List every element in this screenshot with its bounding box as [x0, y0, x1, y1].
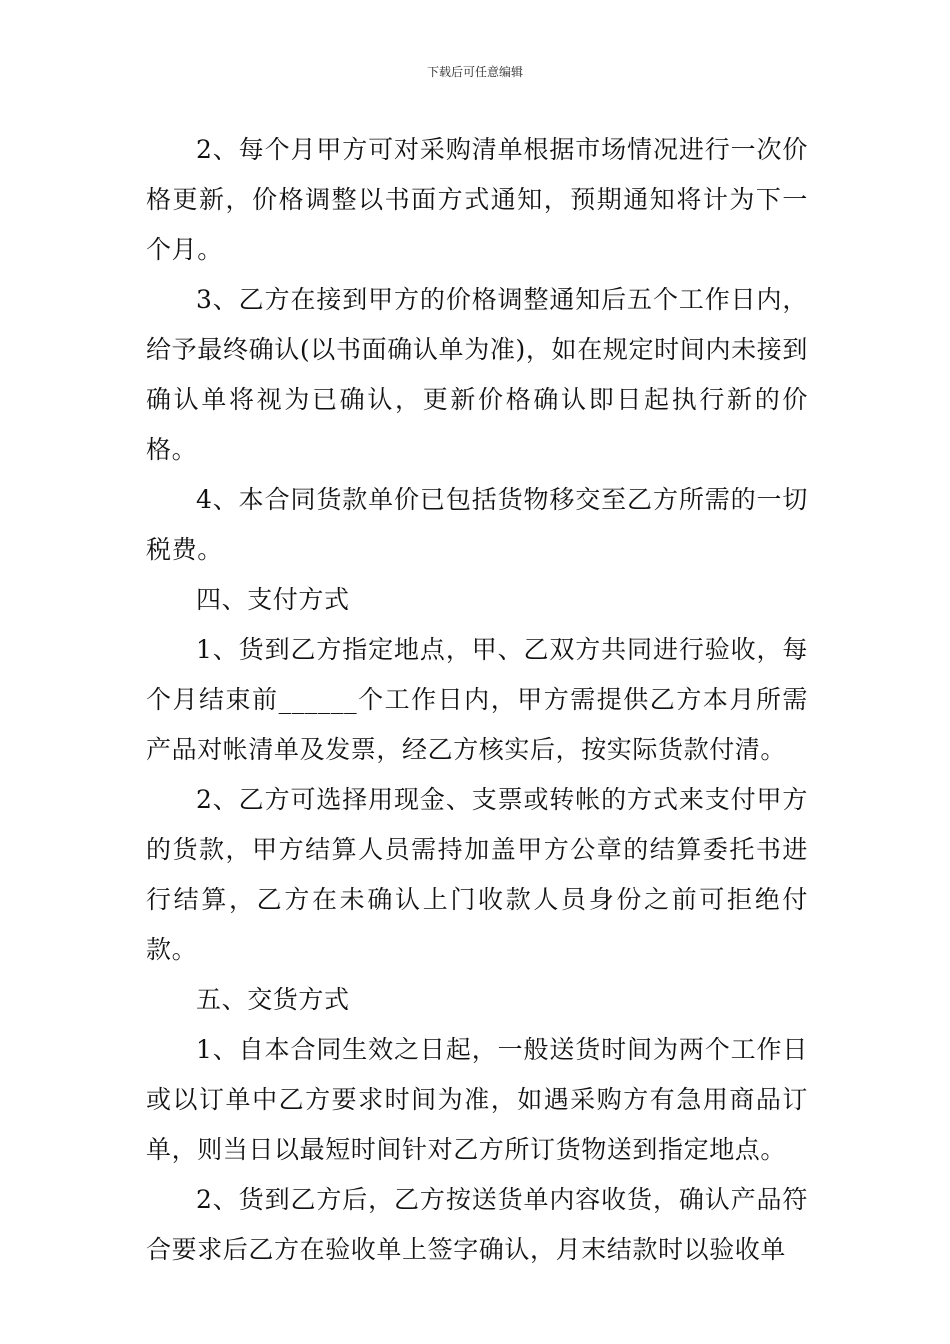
paragraph-payment-methods: 2、乙方可选择用现金、支票或转帐的方式来支付甲方的货款，甲方结算人员需持加盖甲方公章的结算委托书进行结算，乙方在未确认上门收款人员身份之前可拒绝付款。: [146, 785, 808, 964]
paragraph-payment-acceptance: 1、货到乙方指定地点，甲、乙双方共同进行验收，每个月结束前______个工作日内，甲方需提供乙方本月所需产品对帐清单及发票，经乙方核实后，按实际货款付清。: [146, 635, 808, 764]
paragraph-tax-included: 4、本合同货款单价已包括货物移交至乙方所需的一切税费。: [146, 485, 808, 564]
section-heading-payment: 四、支付方式: [196, 585, 350, 614]
paragraph-delivery-receipt: 2、货到乙方后，乙方按送货单内容收货，确认产品符合要求后乙方在验收单上签字确认，月末结款时以验收单: [146, 1185, 808, 1264]
paragraph-delivery-time: 1、自本合同生效之日起，一般送货时间为两个工作日或以订单中乙方要求时间为准，如遇采购方有急用商品订单，则当日以最短时间针对乙方所订货物送到指定地点。: [146, 1035, 808, 1164]
paragraph-price-confirmation: 3、乙方在接到甲方的价格调整通知后五个工作日内，给予最终确认(以书面确认单为准)，如在规定时间内未接到确认单将视为已确认，更新价格确认即日起执行新的价格。: [146, 285, 808, 464]
paragraph-price-update: 2、每个月甲方可对采购清单根据市场情况进行一次价格更新，价格调整以书面方式通知，预期通知将计为下一个月。: [146, 135, 808, 264]
section-heading-delivery: 五、交货方式: [196, 985, 350, 1014]
document-body: [146, 125, 808, 1275]
page-header-note: 下载后可任意编辑: [426, 65, 523, 79]
